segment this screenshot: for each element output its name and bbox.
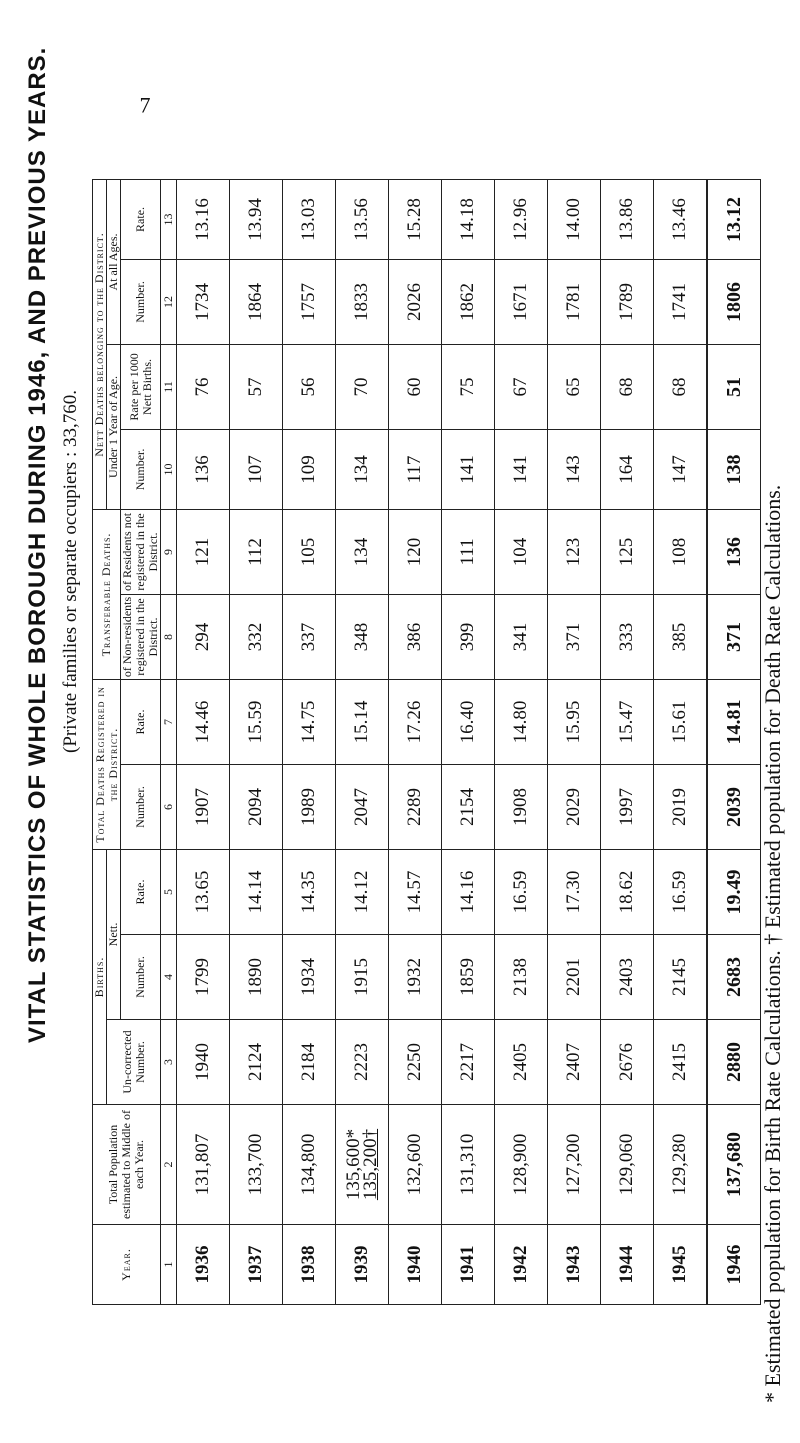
footnote: * Estimated population for Birth Rate Calculations. † Estimated population for Death Rate Calculations. [760, 484, 785, 1403]
cell-birth-rate: 14.14 [230, 849, 283, 934]
cell-uncorrected: 2676 [601, 1020, 654, 1105]
cell-nett-deaths: 1833 [336, 259, 389, 344]
cell-residents: 105 [283, 509, 336, 594]
cell-infant-deaths: 138 [707, 429, 761, 509]
cell-nett-births: 1934 [283, 935, 336, 1020]
cell-residents: 134 [336, 509, 389, 594]
cell-total-deaths: 2029 [548, 764, 601, 849]
table-row [601, 179, 654, 1304]
table-body [177, 179, 761, 1304]
table-row [389, 179, 442, 1304]
cell-infant-deaths: 141 [495, 429, 548, 509]
cell-birth-rate: 14.35 [283, 849, 336, 934]
header-transferable-deaths: Transferable Deaths. [93, 509, 121, 679]
header-under-1: Under 1 Year of Age. [107, 344, 121, 509]
colnum-7: 7 [161, 679, 177, 764]
cell-population: 137,680 [707, 1105, 761, 1225]
cell-non-residents: 371 [707, 594, 761, 679]
cell-non-residents: 386 [389, 594, 442, 679]
cell-infant-rate: 60 [389, 344, 442, 429]
colnum-9: 9 [161, 509, 177, 594]
cell-residents: 108 [654, 509, 708, 594]
cell-residents: 120 [389, 509, 442, 594]
cell-nett-deaths: 1741 [654, 259, 708, 344]
cell-infant-rate: 75 [442, 344, 495, 429]
cell-total-deaths: 2289 [389, 764, 442, 849]
cell-nett-deaths: 1862 [442, 259, 495, 344]
cell-total-deaths: 1908 [495, 764, 548, 849]
cell-birth-rate: 14.16 [442, 849, 495, 934]
cell-death-rate: 12.96 [495, 179, 548, 259]
cell-residents: 104 [495, 509, 548, 594]
cell-birth-rate: 13.65 [177, 849, 230, 934]
vital-statistics-table [92, 179, 761, 1305]
title-text: VITAL STATISTICS OF WHOLE BOROUGH DURING 1946, AND PREVIOUS YEARS. [24, 46, 51, 1043]
cell-year: 1938 [283, 1225, 336, 1305]
cell-nett-deaths: 1757 [283, 259, 336, 344]
header-nett: Nett. [107, 849, 121, 1019]
cell-total-rate: 14.81 [707, 679, 761, 764]
cell-year: 1937 [230, 1225, 283, 1305]
cell-population: 131,807 [177, 1105, 230, 1225]
header-infant-number: Number. [121, 429, 161, 509]
cell-total-rate: 17.26 [389, 679, 442, 764]
header-total-number: Number. [121, 764, 161, 849]
cell-total-rate: 16.40 [442, 679, 495, 764]
cell-population: 133,700 [230, 1105, 283, 1225]
cell-total-rate: 15.14 [336, 679, 389, 764]
cell-year: 1942 [495, 1225, 548, 1305]
cell-population: 131,310 [442, 1105, 495, 1225]
cell-uncorrected: 2223 [336, 1020, 389, 1105]
cell-non-residents: 332 [230, 594, 283, 679]
cell-non-residents: 399 [442, 594, 495, 679]
cell-infant-deaths: 109 [283, 429, 336, 509]
cell-total-rate: 15.61 [654, 679, 708, 764]
cell-infant-deaths: 134 [336, 429, 389, 509]
header-population: Total Population estimated to Middle of each Year. [93, 1105, 161, 1225]
cell-total-deaths: 2154 [442, 764, 495, 849]
colnum-6: 6 [161, 764, 177, 849]
cell-population [336, 1105, 389, 1225]
header-total-deaths: Total Deaths Registered in the District. [93, 679, 121, 849]
cell-nett-births: 1932 [389, 935, 442, 1020]
header-births-rate: Rate. [121, 849, 161, 934]
cell-total-deaths: 2039 [707, 764, 761, 849]
cell-population: 128,900 [495, 1105, 548, 1225]
header-all-rate: Rate. [121, 179, 161, 259]
cell-year: 1936 [177, 1225, 230, 1305]
cell-year: 1941 [442, 1225, 495, 1305]
cell-death-rate: 14.00 [548, 179, 601, 259]
cell-total-rate: 14.75 [283, 679, 336, 764]
header-births: Births. [93, 849, 107, 1104]
cell-uncorrected: 2880 [707, 1020, 761, 1105]
cell-uncorrected: 2415 [654, 1020, 708, 1105]
cell-nett-births: 1890 [230, 935, 283, 1020]
table-row [548, 179, 601, 1304]
cell-infant-deaths: 136 [177, 429, 230, 509]
cell-nett-births: 2201 [548, 935, 601, 1020]
page-number: 7 [139, 92, 151, 118]
cell-total-deaths: 2047 [336, 764, 389, 849]
cell-birth-rate: 14.12 [336, 849, 389, 934]
cell-population: 132,600 [389, 1105, 442, 1225]
cell-nett-deaths: 1671 [495, 259, 548, 344]
cell-uncorrected: 2184 [283, 1020, 336, 1105]
cell-year: 1940 [389, 1225, 442, 1305]
cell-total-rate: 15.47 [601, 679, 654, 764]
cell-nett-deaths: 1734 [177, 259, 230, 344]
header-all-number: Number. [121, 259, 161, 344]
cell-uncorrected: 2124 [230, 1020, 283, 1105]
cell-death-rate: 15.28 [389, 179, 442, 259]
colnum-13: 13 [161, 179, 177, 259]
cell-infant-rate: 56 [283, 344, 336, 429]
cell-death-rate: 14.18 [442, 179, 495, 259]
cell-year: 1943 [548, 1225, 601, 1305]
column-numbers-row [161, 179, 177, 1304]
cell-population: 129,060 [601, 1105, 654, 1225]
colnum-8: 8 [161, 594, 177, 679]
colnum-5: 5 [161, 849, 177, 934]
cell-infant-deaths: 143 [548, 429, 601, 509]
cell-birth-rate: 14.57 [389, 849, 442, 934]
header-total-rate: Rate. [121, 679, 161, 764]
header-non-residents: of Non-residents registered in the District. [121, 594, 161, 679]
cell-total-rate: 15.95 [548, 679, 601, 764]
cell-nett-births: 2138 [495, 935, 548, 1020]
cell-year: 1945 [654, 1225, 708, 1305]
header-year: Year. [93, 1225, 161, 1305]
cell-infant-deaths: 117 [389, 429, 442, 509]
cell-death-rate: 13.03 [283, 179, 336, 259]
cell-uncorrected: 2217 [442, 1020, 495, 1105]
population-death-estimate: 135,200† [360, 1128, 381, 1201]
header-residents: of Residents not registered in the District. [121, 509, 161, 594]
cell-infant-rate: 68 [601, 344, 654, 429]
cell-infant-rate: 68 [654, 344, 708, 429]
cell-infant-deaths: 147 [654, 429, 708, 509]
cell-nett-deaths: 2026 [389, 259, 442, 344]
cell-death-rate: 13.46 [654, 179, 708, 259]
header-infant-rate: Rate per 1000 Nett Births. [121, 344, 161, 429]
cell-birth-rate: 18.62 [601, 849, 654, 934]
header-all-ages: At all Ages. [107, 179, 121, 344]
cell-birth-rate: 16.59 [654, 849, 708, 934]
colnum-12: 12 [161, 259, 177, 344]
table-row-current-year [707, 179, 761, 1304]
cell-year: 1939 [336, 1225, 389, 1305]
cell-uncorrected: 2250 [389, 1020, 442, 1105]
cell-residents: 121 [177, 509, 230, 594]
cell-non-residents: 294 [177, 594, 230, 679]
cell-non-residents: 371 [548, 594, 601, 679]
cell-nett-deaths: 1806 [707, 259, 761, 344]
cell-nett-births: 1915 [336, 935, 389, 1020]
cell-infant-rate: 65 [548, 344, 601, 429]
page-title [24, 47, 52, 1043]
cell-nett-births: 1799 [177, 935, 230, 1020]
colnum-3: 3 [161, 1020, 177, 1105]
table-row [654, 179, 708, 1304]
colnum-4: 4 [161, 935, 177, 1020]
table-row [442, 179, 495, 1304]
colnum-10: 10 [161, 429, 177, 509]
cell-non-residents: 333 [601, 594, 654, 679]
cell-population: 134,800 [283, 1105, 336, 1225]
cell-infant-rate: 51 [707, 344, 761, 429]
cell-nett-births: 2145 [654, 935, 708, 1020]
cell-nett-births: 2403 [601, 935, 654, 1020]
cell-total-deaths: 2094 [230, 764, 283, 849]
table-row [230, 179, 283, 1304]
cell-total-rate: 14.46 [177, 679, 230, 764]
cell-non-residents: 337 [283, 594, 336, 679]
cell-year: 1946 [707, 1225, 761, 1305]
cell-infant-rate: 67 [495, 344, 548, 429]
cell-population: 127,200 [548, 1105, 601, 1225]
cell-death-rate: 13.16 [177, 179, 230, 259]
header-uncorrected-number: Un-corrected Number. [107, 1020, 161, 1105]
cell-infant-rate: 57 [230, 344, 283, 429]
population-birth-estimate: 135,600* [343, 1128, 364, 1201]
cell-total-rate: 14.80 [495, 679, 548, 764]
cell-non-residents: 341 [495, 594, 548, 679]
table-row [283, 179, 336, 1304]
header-nett-deaths: Nett Deaths belonging to the District. [93, 179, 107, 509]
page-subtitle: (Private families or separate occupiers : 33,760. [60, 390, 81, 753]
cell-birth-rate: 17.30 [548, 849, 601, 934]
table-row [495, 179, 548, 1304]
cell-residents: 136 [707, 509, 761, 594]
cell-infant-rate: 76 [177, 344, 230, 429]
cell-death-rate: 13.86 [601, 179, 654, 259]
colnum-11: 11 [161, 344, 177, 429]
cell-death-rate: 13.12 [707, 179, 761, 259]
cell-non-residents: 348 [336, 594, 389, 679]
cell-death-rate: 13.56 [336, 179, 389, 259]
cell-residents: 123 [548, 509, 601, 594]
cell-infant-rate: 70 [336, 344, 389, 429]
cell-nett-deaths: 1864 [230, 259, 283, 344]
cell-year: 1944 [601, 1225, 654, 1305]
cell-total-deaths: 2019 [654, 764, 708, 849]
cell-total-deaths: 1907 [177, 764, 230, 849]
cell-total-deaths: 1989 [283, 764, 336, 849]
cell-birth-rate: 19.49 [707, 849, 761, 934]
cell-total-deaths: 1997 [601, 764, 654, 849]
cell-infant-deaths: 141 [442, 429, 495, 509]
cell-nett-births: 2683 [707, 935, 761, 1020]
cell-residents: 125 [601, 509, 654, 594]
cell-nett-deaths: 1781 [548, 259, 601, 344]
cell-uncorrected: 1940 [177, 1020, 230, 1105]
table-row [177, 179, 230, 1304]
cell-infant-deaths: 164 [601, 429, 654, 509]
cell-uncorrected: 2405 [495, 1020, 548, 1105]
cell-birth-rate: 16.59 [495, 849, 548, 934]
colnum-2: 2 [161, 1105, 177, 1225]
cell-death-rate: 13.94 [230, 179, 283, 259]
table-row [336, 179, 389, 1304]
colnum-1: 1 [161, 1225, 177, 1305]
cell-residents: 112 [230, 509, 283, 594]
cell-infant-deaths: 107 [230, 429, 283, 509]
cell-population: 129,280 [654, 1105, 708, 1225]
cell-nett-deaths: 1789 [601, 259, 654, 344]
cell-uncorrected: 2407 [548, 1020, 601, 1105]
cell-total-rate: 15.59 [230, 679, 283, 764]
header-births-number: Number. [121, 935, 161, 1020]
cell-residents: 111 [442, 509, 495, 594]
cell-nett-births: 1859 [442, 935, 495, 1020]
cell-non-residents: 385 [654, 594, 708, 679]
